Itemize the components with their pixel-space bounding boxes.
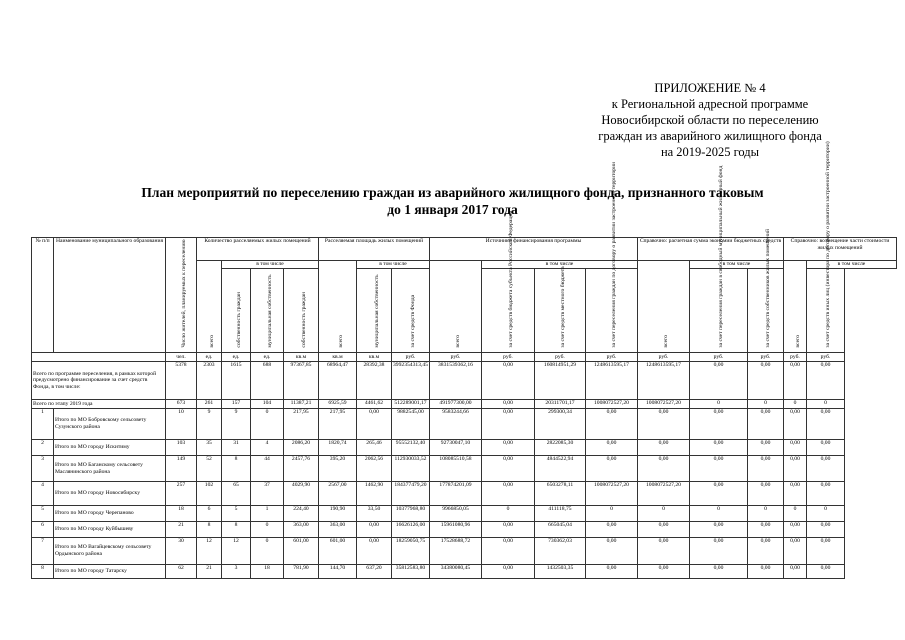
header-area: Расселяемая площадь жилых помещений xyxy=(319,238,430,261)
table-row xyxy=(32,440,897,456)
row-value: 8 xyxy=(222,456,251,482)
row-value: 265,46 xyxy=(357,440,392,456)
row-value: 0 xyxy=(747,400,783,409)
sub-own-investors: за счет средств иных лиц (инвестора по договору о развитии застроенной территории) xyxy=(806,269,844,353)
annex-block xyxy=(560,80,860,160)
row-value: 92730047,10 xyxy=(429,440,481,456)
row-value: 0,00 xyxy=(747,440,783,456)
row-value: 0,00 xyxy=(783,565,806,579)
row-value: 1248613595,17 xyxy=(637,362,689,400)
unit-cell: кв.м xyxy=(319,353,357,362)
row-num: 1 xyxy=(32,409,54,440)
title-line: до 1 января 2017 года xyxy=(387,202,518,217)
row-value: 160814951,29 xyxy=(534,362,585,400)
annex-line: к Региональной адресной программе xyxy=(611,97,809,111)
row-value: 363,00 xyxy=(319,522,357,538)
row-value: 144,70 xyxy=(319,565,357,579)
row-value: 665045,04 xyxy=(534,522,585,538)
row-value: 637,20 xyxy=(357,565,392,579)
row-value: 1820,74 xyxy=(319,440,357,456)
row-value: 0,00 xyxy=(747,456,783,482)
row-value: 0,00 xyxy=(783,362,806,400)
header-residents: Число жителей, планируемых к переселению xyxy=(166,238,197,353)
row-value: 10 xyxy=(166,409,197,440)
row-value: 0,00 xyxy=(689,409,747,440)
row-value: 0,00 xyxy=(637,456,689,482)
row-value: 0,00 xyxy=(783,538,806,565)
row-value: 512289001,17 xyxy=(392,400,430,409)
row-value: 0,00 xyxy=(585,522,637,538)
table-row xyxy=(32,456,897,482)
row-num: 8 xyxy=(32,565,54,579)
sub-econ-development: за счет переселения граждан по договору о развитии застроенной территории xyxy=(585,269,637,353)
row-value: 65 xyxy=(222,482,251,506)
row-value: 184377479,20 xyxy=(392,482,430,506)
row-value: 4461,62 xyxy=(357,400,392,409)
row-num: 3 xyxy=(32,456,54,482)
table-row xyxy=(32,538,897,565)
row-value: 491977300,00 xyxy=(429,400,481,409)
row-value: 10377968,80 xyxy=(392,506,430,522)
header-owner-compensation: Справочно: возмещение части стоимости жилых помещений xyxy=(783,238,896,261)
unit-cell: руб. xyxy=(637,353,689,362)
row-value: 673 xyxy=(166,400,197,409)
row-value: 0,00 xyxy=(357,538,392,565)
unit-cell: руб. xyxy=(689,353,747,362)
row-value: 0,00 xyxy=(747,409,783,440)
row-value: 104 xyxy=(251,400,284,409)
row-value: 18259050,75 xyxy=(392,538,430,565)
row-value: 601,00 xyxy=(284,538,319,565)
unit-cell: ед. xyxy=(197,353,222,362)
row-value: 0,00 xyxy=(747,522,783,538)
row-name: Всего по этапу 2019 года xyxy=(32,400,166,409)
sub-fin-fund: за счет средств Фонда xyxy=(392,269,430,353)
row-name: Итого по МО городу Черепаново xyxy=(54,506,166,522)
row-value: 0,00 xyxy=(585,440,637,456)
row-num: 7 xyxy=(32,538,54,565)
unit-cell: руб. xyxy=(783,353,806,362)
row-value: 44 xyxy=(251,456,284,482)
sub-fin-total: всего xyxy=(429,261,481,353)
row-value: 1008072527,20 xyxy=(637,400,689,409)
row-value: 1 xyxy=(251,506,284,522)
sub-incl: в том числе xyxy=(689,261,783,269)
row-value: 0,00 xyxy=(806,456,844,482)
row-value: 95552132,40 xyxy=(392,440,430,456)
row-value: 21 xyxy=(166,522,197,538)
row-value: 15961080,96 xyxy=(429,522,481,538)
row-value: 0,00 xyxy=(481,522,534,538)
row-value: 0,00 xyxy=(637,440,689,456)
row-value: 0,00 xyxy=(481,538,534,565)
row-value: 31 xyxy=(222,440,251,456)
row-value: 5 xyxy=(222,506,251,522)
unit-cell: руб. xyxy=(429,353,481,362)
row-value: 217,95 xyxy=(319,409,357,440)
sub-count-municipal: муниципальная собственность xyxy=(251,269,284,353)
sub-econ-total: всего xyxy=(637,261,689,353)
row-value: 395,20 xyxy=(319,456,357,482)
row-value: 261 xyxy=(197,400,222,409)
row-value: 1615 xyxy=(222,362,251,400)
row-value: 781,90 xyxy=(284,565,319,579)
row-name: Итого по МО городу Новосибирску xyxy=(54,482,166,506)
row-name: Всего по программе переселения, в рамках которой предусмотрено финансирование за счет средств Фонда, в том числе: xyxy=(32,362,166,400)
header-economy: Справочно: расчетная сумма экономии бюджетных средств xyxy=(637,238,783,261)
table-row xyxy=(32,482,897,506)
row-value: 0 xyxy=(806,400,844,409)
row-value: 0,00 xyxy=(783,482,806,506)
row-value: 0,00 xyxy=(806,482,844,506)
row-value: 0,00 xyxy=(637,565,689,579)
row-value: 0,00 xyxy=(481,456,534,482)
row-value: 0,00 xyxy=(783,522,806,538)
sub-own-owners: за счет средств собственников жилых помещений xyxy=(747,269,783,353)
row-value: 1432503,35 xyxy=(534,565,585,579)
row-value: 0,00 xyxy=(357,409,392,440)
unit-cell: кв.м xyxy=(284,353,319,362)
row-value: 0 xyxy=(783,400,806,409)
row-value: 1248613595,17 xyxy=(585,362,637,400)
row-value: 11387,21 xyxy=(284,400,319,409)
row-value: 2062,56 xyxy=(357,456,392,482)
row-value: 33,50 xyxy=(357,506,392,522)
row-value: 0 xyxy=(689,506,747,522)
row-value: 0,00 xyxy=(689,362,747,400)
row-value: 1008072527,20 xyxy=(585,400,637,409)
sub-fin-region: за счет средств бюджета субъекта Российской Федерации xyxy=(481,269,534,353)
row-value: 0,00 xyxy=(806,565,844,579)
row-value: 0 xyxy=(585,506,637,522)
sub-area-citizen: собственность граждан xyxy=(284,269,319,353)
sub-count-citizen: собственность граждан xyxy=(222,269,251,353)
row-value: 102 xyxy=(197,482,222,506)
row-value: 35 xyxy=(197,440,222,456)
row-value: 4 xyxy=(251,440,284,456)
row-value: 0,00 xyxy=(585,409,637,440)
row-value: 4029,90 xyxy=(284,482,319,506)
row-value: 0,00 xyxy=(783,456,806,482)
row-value: 9 xyxy=(222,409,251,440)
row-value: 0,00 xyxy=(783,409,806,440)
row-value: 0,00 xyxy=(481,565,534,579)
row-value: 97367,85 xyxy=(284,362,319,400)
row-value: 0,00 xyxy=(747,482,783,506)
sub-own-total: всего xyxy=(783,261,806,353)
row-value: 3992354313,45 xyxy=(392,362,430,400)
unit-cell: руб. xyxy=(747,353,783,362)
row-value: 34380080,45 xyxy=(429,565,481,579)
annex-line: Новосибирской области по переселению xyxy=(601,113,819,127)
row-value: 149 xyxy=(166,456,197,482)
row-value: 20311701,17 xyxy=(534,400,585,409)
row-value: 363,00 xyxy=(284,522,319,538)
table-row xyxy=(32,522,897,538)
unit-cell: руб. xyxy=(585,353,637,362)
unit-cell: ед. xyxy=(251,353,284,362)
table-row xyxy=(32,565,897,579)
row-name: Итого по МО городу Куйбышеву xyxy=(54,522,166,538)
row-value: 9882545,00 xyxy=(392,409,430,440)
row-value: 0,00 xyxy=(689,456,747,482)
row-value: 9583244,66 xyxy=(429,409,481,440)
row-value: 0 xyxy=(251,538,284,565)
row-value: 1008072527,20 xyxy=(585,482,637,506)
row-value: 12 xyxy=(222,538,251,565)
header-financing: Источники финансирования программы xyxy=(429,238,637,261)
unit-cell: руб. xyxy=(392,353,430,362)
row-value: 0,00 xyxy=(481,482,534,506)
row-value: 0,00 xyxy=(689,565,747,579)
row-value: 52 xyxy=(197,456,222,482)
row-value: 688 xyxy=(251,362,284,400)
annex-number: ПРИЛОЖЕНИЕ № 4 xyxy=(654,81,766,95)
row-num: 5 xyxy=(32,506,54,522)
table-row xyxy=(32,506,897,522)
row-value: 108085510,58 xyxy=(429,456,481,482)
row-value: 6 xyxy=(197,506,222,522)
row-value: 18 xyxy=(251,565,284,579)
row-value: 4844522,94 xyxy=(534,456,585,482)
row-value: 28392,38 xyxy=(357,362,392,400)
row-value: 0,00 xyxy=(806,362,844,400)
row-value: 18 xyxy=(166,506,197,522)
row-value: 37 xyxy=(251,482,284,506)
sub-incl: в том числе xyxy=(222,261,319,269)
sub-incl: в том числе xyxy=(481,261,637,269)
row-value: 411118,75 xyxy=(534,506,585,522)
sub-area-total: всего xyxy=(319,261,357,353)
row-value: 0 xyxy=(689,400,747,409)
row-name: Итого по МО Баганскому сельсовету Маслянинского района xyxy=(54,456,166,482)
row-value: 3 xyxy=(222,565,251,579)
row-value: 103 xyxy=(166,440,197,456)
row-value: 0,00 xyxy=(481,362,534,400)
row-value: 0,00 xyxy=(585,565,637,579)
row-value: 0 xyxy=(251,409,284,440)
row-value: 0,00 xyxy=(689,440,747,456)
row-value: 190,90 xyxy=(319,506,357,522)
unit-cell: руб. xyxy=(534,353,585,362)
row-value: 6503278,11 xyxy=(534,482,585,506)
row-value: 0,00 xyxy=(637,522,689,538)
row-value: 157 xyxy=(222,400,251,409)
row-value: 12 xyxy=(197,538,222,565)
sub-area-municipal: муниципальная собственность xyxy=(357,269,392,353)
row-value: 0,00 xyxy=(689,522,747,538)
table-row xyxy=(32,400,897,409)
row-value: 16626126,00 xyxy=(392,522,430,538)
row-value: 5378 xyxy=(166,362,197,400)
row-value: 0,00 xyxy=(689,482,747,506)
title-line: План мероприятий по переселению граждан из аварийного жилищного фонда, признанного таковым xyxy=(141,185,764,200)
row-value: 2567,00 xyxy=(319,482,357,506)
row-value: 730362,03 xyxy=(534,538,585,565)
row-name: Итого по МО Бобровскому сельсовету Сузунского района xyxy=(54,409,166,440)
row-name: Итого по МО городу Татарску xyxy=(54,565,166,579)
unit-cell: ед. xyxy=(222,353,251,362)
row-value: 217,95 xyxy=(284,409,319,440)
row-value: 0,00 xyxy=(585,456,637,482)
row-value: 0,00 xyxy=(783,440,806,456)
row-value: 0 xyxy=(747,506,783,522)
header-count: Количество расселяемых жилых помещений xyxy=(197,238,319,261)
row-value: 9966850,05 xyxy=(429,506,481,522)
row-value: 257 xyxy=(166,482,197,506)
unit-cell: руб. xyxy=(806,353,844,362)
row-value: 112930033,52 xyxy=(392,456,430,482)
row-name: Итого по МО городу Искитиму xyxy=(54,440,166,456)
row-value: 0,00 xyxy=(637,538,689,565)
row-value: 2086,20 xyxy=(284,440,319,456)
row-value: 2822085,30 xyxy=(534,440,585,456)
row-value: 8 xyxy=(197,522,222,538)
table-row xyxy=(32,362,897,400)
header-name: Наименование муниципального образования xyxy=(54,238,166,353)
row-value: 0,00 xyxy=(481,400,534,409)
row-value: 0,00 xyxy=(481,440,534,456)
sub-count-total: всего xyxy=(197,261,222,353)
row-value: 0,00 xyxy=(357,522,392,538)
units-spacer xyxy=(32,353,166,362)
row-value: 2303 xyxy=(197,362,222,400)
row-name: Итого по МО Вагайцевскому сельсовету Ордынского района xyxy=(54,538,166,565)
row-value: 8 xyxy=(222,522,251,538)
row-value: 3831539362,16 xyxy=(429,362,481,400)
row-value: 0,00 xyxy=(747,538,783,565)
row-value: 2457,76 xyxy=(284,456,319,482)
row-value: 0 xyxy=(637,506,689,522)
row-value: 62 xyxy=(166,565,197,579)
row-value: 68964,47 xyxy=(319,362,357,400)
sub-fin-local: за счет средств местного бюджета xyxy=(534,269,585,353)
row-value: 0,00 xyxy=(747,362,783,400)
row-value: 0,00 xyxy=(585,538,637,565)
row-value: 0 xyxy=(783,506,806,522)
units-row xyxy=(32,353,897,362)
row-value: 177874201,09 xyxy=(429,482,481,506)
unit-cell: чел. xyxy=(166,353,197,362)
row-value: 6925,59 xyxy=(319,400,357,409)
row-value: 0,00 xyxy=(806,538,844,565)
row-value: 0 xyxy=(251,522,284,538)
table-row xyxy=(32,409,897,440)
sub-econ-municipal: за счет переселения граждан в свободный муниципальный жилищный фонд xyxy=(689,269,747,353)
row-value: 0,00 xyxy=(481,409,534,440)
row-value: 1008072527,20 xyxy=(637,482,689,506)
sub-incl: в том числе xyxy=(806,261,896,269)
row-num: 4 xyxy=(32,482,54,506)
row-value: 299300,34 xyxy=(534,409,585,440)
unit-cell: кв.м xyxy=(357,353,392,362)
document-title xyxy=(60,184,845,218)
row-value: 17528688,72 xyxy=(429,538,481,565)
header-num: № п/п xyxy=(32,238,54,353)
row-value: 35812583,80 xyxy=(392,565,430,579)
row-value: 0,00 xyxy=(689,538,747,565)
row-value: 601,00 xyxy=(319,538,357,565)
annex-line: граждан из аварийного жилищного фонда xyxy=(598,129,822,143)
row-value: 0,00 xyxy=(806,522,844,538)
row-value: 9 xyxy=(197,409,222,440)
row-value: 224,40 xyxy=(284,506,319,522)
row-value: 0,00 xyxy=(637,409,689,440)
row-value: 30 xyxy=(166,538,197,565)
row-num: 6 xyxy=(32,522,54,538)
annex-line: на 2019-2025 годы xyxy=(660,145,760,159)
unit-cell: руб. xyxy=(481,353,534,362)
row-value: 21 xyxy=(197,565,222,579)
row-num: 2 xyxy=(32,440,54,456)
row-value: 0 xyxy=(806,506,844,522)
row-value: 0 xyxy=(481,506,534,522)
sub-incl: в том числе xyxy=(357,261,430,269)
row-value: 1462,90 xyxy=(357,482,392,506)
row-value: 0,00 xyxy=(747,565,783,579)
row-value: 0,00 xyxy=(806,409,844,440)
row-value: 0,00 xyxy=(806,440,844,456)
